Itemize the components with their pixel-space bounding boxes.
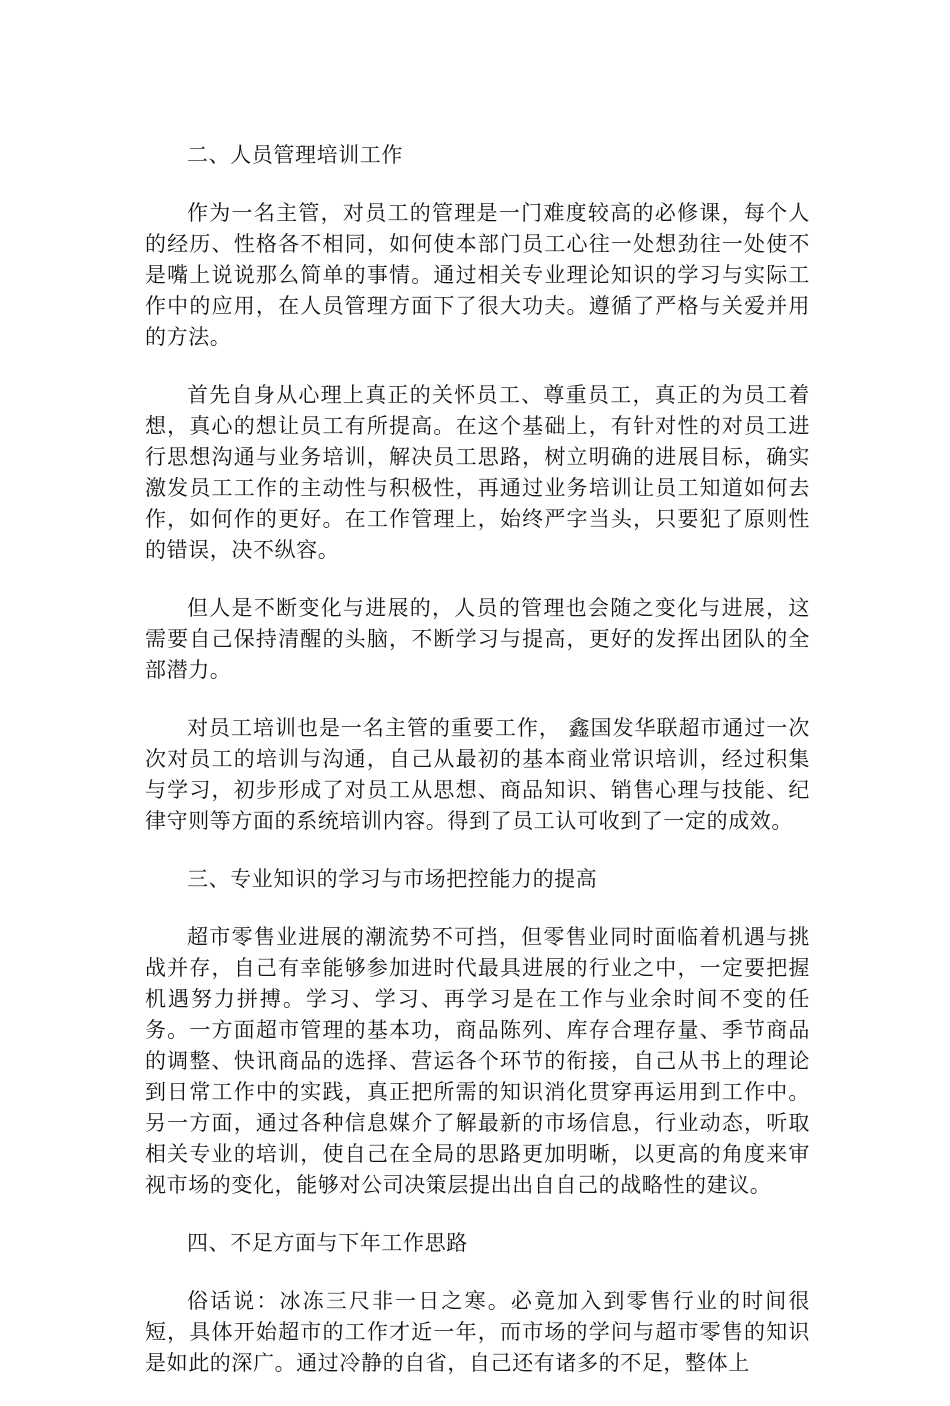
paragraph-change-and-growth: 但人是不断变化与进展的，人员的管理也会随之变化与进展，这需要自己保持清醒的头脑，不断学习与提高，更好的发挥出团队的全部潜力。 xyxy=(145,596,810,682)
section-heading-shortcomings: 四、不足方面与下年工作思路 xyxy=(187,1231,468,1255)
paragraph-staff-training: 对员工培训也是一名主管的重要工作， 鑫国发华联超市通过一次次对员工的培训与沟通，自己从最初的基本商业常识培训，经过积集与学习，初步形成了对员工从思想、商品知识、销售心理与技能、纪律守则等方面的系统培训内容。得到了员工认可收到了一定的成效。 xyxy=(145,716,810,833)
document-page xyxy=(145,140,810,1406)
paragraph-management-intro: 作为一名主管，对员工的管理是一门难度较高的必修课，每个人的经历、性格各不相同，如何使本部门员工心往一处想劲往一处使不是嘴上说说那么简单的事情。通过相关专业理论知识的学习与实际工作中的应用，在人员管理方面下了很大功夫。遵循了严格与关爱并用的方法。 xyxy=(145,201,810,349)
section-heading-professional-knowledge: 三、专业知识的学习与市场把控能力的提高 xyxy=(187,867,598,891)
paragraph-self-reflection: 俗话说：冰冻三尺非一日之寒。必竟加入到零售行业的时间很短，具体开始超市的工作才近一年，而市场的学问与超市零售的知识是如此的深广。通过冷静的自省，自己还有诸多的不足，整体上 xyxy=(145,1289,810,1375)
section-heading-personnel-training: 二、人员管理培训工作 xyxy=(187,143,403,167)
paragraph-retail-industry: 超市零售业进展的潮流势不可挡，但零售业同时面临着机遇与挑战并存，自己有幸能够参加进时代最具进展的行业之中，一定要把握机遇努力拼搏。学习、学习、再学习是在工作与业余时间不变的任务。一方面超市管理的基本功，商品陈列、库存合理存量、季节商品的调整、快讯商品的选择、营运各个环节的衔接，自己从书上的理论到日常工作中的实践，真正把所需的知识消化贯穿再运用到工作中。另一方面，通过各种信息媒介了解最新的市场信息，行业动态，听取相关专业的培训，使自己在全局的思路更加明晰，以更高的角度来审视市场的变化，能够对公司决策层提出出自自己的战略性的建议。 xyxy=(145,925,810,1197)
paragraph-care-for-staff: 首先自身从心理上真正的关怀员工、尊重员工，真正的为员工着想，真心的想让员工有所提高。在这个基础上，有针对性的对员工进行思想沟通与业务培训，解决员工思路，树立明确的进展目标，确实激发员工工作的主动性与积极性，再通过业务培训让员工知道如何去作，如何作的更好。在工作管理上，始终严字当头，只要犯了原则性的错误，决不纵容。 xyxy=(145,383,810,562)
